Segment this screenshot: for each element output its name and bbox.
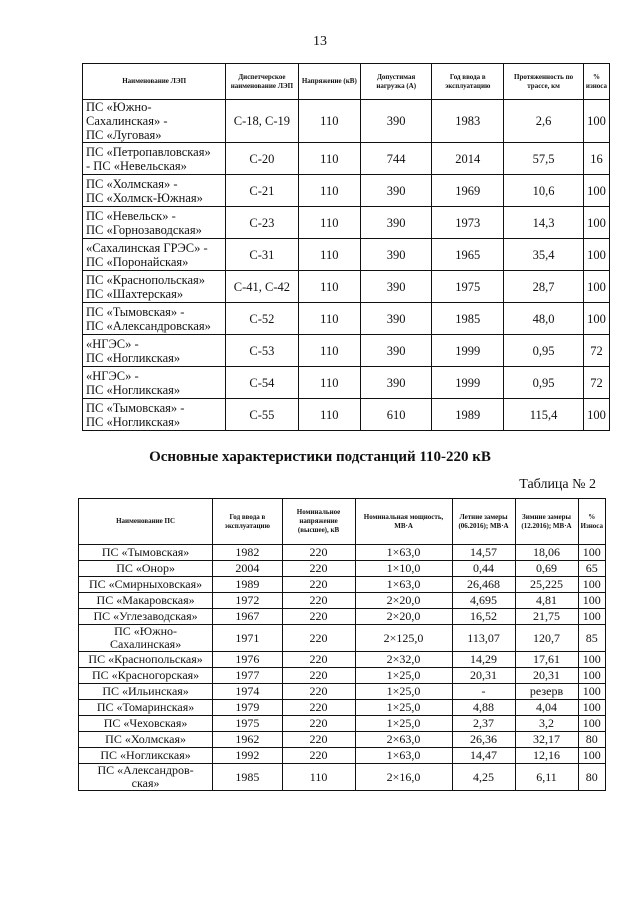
name-line: ПС «Невельск» - [86,208,176,223]
substation-row [79,625,606,652]
disp-cell: С-23 [226,207,298,239]
summer-cell: 4,25 [452,764,515,791]
disp-cell: С-41, С-42 [226,271,298,303]
header-year: Год ввода в эксплуатацию [213,499,282,545]
disp-cell: С-18, С-19 [226,100,298,143]
length-cell: 10,6 [504,175,584,207]
power-cell: 1×63,0 [355,545,452,561]
substation-row [79,652,606,668]
name-line: ПС «Тымовская» - [86,304,185,319]
substation-row [79,561,606,577]
wear-cell: 100 [578,652,605,668]
year-cell: 1985 [432,303,504,335]
summer-cell: 4,88 [452,700,515,716]
name-line: «НГЭС» - [86,368,139,383]
voltage-cell: 220 [282,668,355,684]
disp-cell: С-20 [226,143,298,175]
power-cell: 2×63,0 [355,732,452,748]
name-line: ПС «Александров- [97,763,194,777]
year-cell: 1967 [213,609,282,625]
wear-cell: 100 [578,716,605,732]
name-line: ПС «Ногликская» [86,350,181,365]
power-line-row [83,399,610,431]
voltage-cell: 220 [282,732,355,748]
name-line: ПС «Южно- [86,100,152,114]
voltage-cell: 110 [298,100,361,143]
name-line: ПС «Холмская» [105,732,186,746]
year-cell: 2004 [213,561,282,577]
name-line: ПС «Ногликская» [86,382,181,397]
wear-cell: 100 [578,684,605,700]
voltage-cell: 110 [298,399,361,431]
year-cell: 1975 [213,716,282,732]
voltage-cell: 110 [298,303,361,335]
summer-cell: 113,07 [452,625,515,652]
voltage-cell: 220 [282,684,355,700]
substations-table-header [79,499,606,545]
power-line-row [83,335,610,367]
voltage-cell: 220 [282,593,355,609]
power-cell: 2×16,0 [355,764,452,791]
header-wear: % износа [583,64,609,100]
year-cell: 1982 [213,545,282,561]
load-cell: 390 [361,239,432,271]
length-cell: 14,3 [504,207,584,239]
name-line: ПС «Горнозаводская» [86,222,202,237]
wear-cell: 80 [578,764,605,791]
load-cell: 390 [361,100,432,143]
year-cell: 1992 [213,748,282,764]
wear-cell: 100 [583,399,609,431]
name-cell [79,748,213,764]
name-line: ПС «Тымовская» - [86,400,185,415]
winter-cell: 12,16 [515,748,578,764]
power-cell: 2×125,0 [355,625,452,652]
wear-cell: 85 [578,625,605,652]
substation-row [79,748,606,764]
substations-table [78,498,606,791]
year-cell: 1969 [432,175,504,207]
year-cell: 1999 [432,335,504,367]
name-line: Сахалинская» [109,637,182,651]
wear-cell: 100 [583,175,609,207]
name-cell [79,545,213,561]
name-cell [83,367,226,399]
name-line: - ПС «Невельская» [86,158,187,173]
name-line: ПС «Краснопольская» [88,652,203,666]
summer-cell: 16,52 [452,609,515,625]
length-cell: 0,95 [504,335,584,367]
header-wear: % Износа [578,499,605,545]
substation-row [79,593,606,609]
winter-cell: 4,81 [515,593,578,609]
length-cell: 2,6 [504,100,584,143]
load-cell: 390 [361,303,432,335]
load-cell: 390 [361,175,432,207]
voltage-cell: 110 [298,367,361,399]
disp-cell: С-52 [226,303,298,335]
name-line: ПС «Тымовская» [101,545,190,559]
substation-row [79,684,606,700]
header-load: Допустимая нагрузка (А) [361,64,432,100]
summer-cell: 4,695 [452,593,515,609]
power-line-row [83,207,610,239]
wear-cell: 100 [583,100,609,143]
name-line: ская» [131,776,160,790]
voltage-cell: 220 [282,652,355,668]
power-line-row [83,303,610,335]
name-line: ПС «Южно- [114,624,177,638]
year-cell: 1971 [213,625,282,652]
name-cell [79,561,213,577]
year-cell: 1977 [213,668,282,684]
year-cell: 1972 [213,593,282,609]
voltage-cell: 220 [282,561,355,577]
name-cell [79,593,213,609]
header-line-name: Наименование ЛЭП [83,64,226,100]
wear-cell: 72 [583,367,609,399]
substation-row [79,668,606,684]
voltage-cell: 110 [298,207,361,239]
name-cell [83,100,226,143]
name-cell [79,668,213,684]
voltage-cell: 220 [282,609,355,625]
disp-cell: С-55 [226,399,298,431]
name-line: ПС «Чеховская» [103,716,188,730]
year-cell: 1979 [213,700,282,716]
name-cell [79,716,213,732]
winter-cell: 21,75 [515,609,578,625]
year-cell: 1989 [432,399,504,431]
name-cell [79,577,213,593]
name-cell [83,143,226,175]
name-line: Сахалинская» - [86,114,168,128]
winter-cell: 6,11 [515,764,578,791]
power-cell: 1×25,0 [355,700,452,716]
year-cell: 1976 [213,652,282,668]
power-line-row [83,100,610,143]
winter-cell: 4,04 [515,700,578,716]
power-lines-table [82,63,610,431]
summer-cell: 26,36 [452,732,515,748]
substation-row [79,764,606,791]
summer-cell: 14,47 [452,748,515,764]
name-line: «НГЭС» - [86,336,139,351]
year-cell: 1974 [213,684,282,700]
wear-cell: 100 [578,545,605,561]
name-cell [79,764,213,791]
name-line: ПС «Поронайская» [86,254,189,269]
name-cell [79,609,213,625]
power-cell: 2×20,0 [355,609,452,625]
year-cell: 1999 [432,367,504,399]
name-line: ПС «Красногорская» [91,668,200,682]
voltage-cell: 110 [298,335,361,367]
voltage-cell: 110 [298,239,361,271]
wear-cell: 16 [583,143,609,175]
year-cell: 2014 [432,143,504,175]
winter-cell: 32,17 [515,732,578,748]
voltage-cell: 110 [298,143,361,175]
wear-cell: 100 [583,207,609,239]
year-cell: 1975 [432,271,504,303]
voltage-cell: 110 [298,175,361,207]
header-dispatch-name: Диспетчерское наименование ЛЭП [226,64,298,100]
year-cell: 1965 [432,239,504,271]
name-cell [83,399,226,431]
name-cell [83,239,226,271]
disp-cell: С-21 [226,175,298,207]
disp-cell: С-31 [226,239,298,271]
year-cell: 1973 [432,207,504,239]
voltage-cell: 220 [282,716,355,732]
disp-cell: С-54 [226,367,298,399]
name-cell [79,684,213,700]
wear-cell: 100 [578,748,605,764]
name-cell [83,335,226,367]
voltage-cell: 110 [282,764,355,791]
disp-cell: С-53 [226,335,298,367]
wear-cell: 80 [578,732,605,748]
section-title: Основные характеристики подстанций 110-220 кВ [149,449,491,465]
summer-cell: 2,37 [452,716,515,732]
name-line: ПС «Смирныховская» [89,577,203,591]
voltage-cell: 110 [298,271,361,303]
summer-cell: 0,44 [452,561,515,577]
name-line: ПС «Ильинская» [102,684,189,698]
winter-cell: 18,06 [515,545,578,561]
wear-cell: 65 [578,561,605,577]
power-cell: 1×63,0 [355,577,452,593]
winter-cell: 3,2 [515,716,578,732]
name-cell [79,700,213,716]
power-cell: 1×25,0 [355,668,452,684]
name-cell [79,732,213,748]
summer-cell: 20,31 [452,668,515,684]
name-cell [83,175,226,207]
power-line-row [83,175,610,207]
name-line: «Сахалинская ГРЭС» - [86,240,208,255]
load-cell: 390 [361,271,432,303]
name-cell [79,652,213,668]
name-line: ПС «Шахтерская» [86,286,184,301]
name-line: ПС «Томаринская» [96,700,195,714]
power-line-row [83,367,610,399]
power-cell: 2×20,0 [355,593,452,609]
header-length: Протяженность по трассе, км [504,64,584,100]
substation-row [79,545,606,561]
page-number: 13 [313,34,327,49]
name-line: ПС «Холмск-Южная» [86,190,203,205]
name-cell [83,303,226,335]
year-cell: 1983 [432,100,504,143]
power-cell: 1×10,0 [355,561,452,577]
length-cell: 28,7 [504,271,584,303]
name-line: ПС «Углезаводская» [93,609,198,623]
year-cell: 1989 [213,577,282,593]
wear-cell: 100 [578,577,605,593]
voltage-cell: 220 [282,748,355,764]
wear-cell: 72 [583,335,609,367]
name-line: ПС «Луговая» [86,128,162,142]
name-line: ПС «Краснопольская» [86,272,206,287]
table-label: Таблица № 2 [519,477,596,492]
length-cell: 35,4 [504,239,584,271]
load-cell: 390 [361,207,432,239]
winter-cell: 17,61 [515,652,578,668]
summer-cell: 14,29 [452,652,515,668]
name-cell [83,271,226,303]
summer-cell: - [452,684,515,700]
winter-cell: 25,225 [515,577,578,593]
name-line: ПС «Холмская» - [86,176,178,191]
year-cell: 1962 [213,732,282,748]
header-winter: Зимние замеры (12.2016); МВ·А [515,499,578,545]
winter-cell: 120,7 [515,625,578,652]
substation-row [79,716,606,732]
load-cell: 744 [361,143,432,175]
winter-cell: 0,69 [515,561,578,577]
voltage-cell: 220 [282,577,355,593]
length-cell: 57,5 [504,143,584,175]
name-line: ПС «Макаровская» [96,593,195,607]
wear-cell: 100 [578,609,605,625]
load-cell: 390 [361,367,432,399]
name-line: ПС «Онор» [116,561,175,575]
name-cell [79,625,213,652]
power-cell: 1×25,0 [355,716,452,732]
header-summer: Летние замеры (06.2016); МВ·А [452,499,515,545]
summer-cell: 26,468 [452,577,515,593]
substation-row [79,700,606,716]
length-cell: 115,4 [504,399,584,431]
wear-cell: 100 [583,303,609,335]
length-cell: 48,0 [504,303,584,335]
name-line: ПС «Александровская» [86,318,211,333]
voltage-cell: 220 [282,700,355,716]
wear-cell: 100 [583,239,609,271]
power-cell: 1×25,0 [355,684,452,700]
voltage-cell: 220 [282,545,355,561]
name-line: ПС «Ногликская» [86,414,181,429]
substation-row [79,609,606,625]
power-line-row [83,271,610,303]
wear-cell: 100 [578,700,605,716]
name-line: ПС «Петропавловская» [86,144,211,159]
header-voltage: Напряжение (кВ) [298,64,361,100]
winter-cell: резерв [515,684,578,700]
power-line-row [83,143,610,175]
substation-row [79,577,606,593]
substation-row [79,732,606,748]
wear-cell: 100 [578,668,605,684]
voltage-cell: 220 [282,625,355,652]
name-cell [83,207,226,239]
power-lines-table-header [83,64,610,100]
load-cell: 610 [361,399,432,431]
header-power: Номинальная мощность, МВ·А [355,499,452,545]
year-cell: 1985 [213,764,282,791]
name-line: ПС «Ногликская» [100,748,191,762]
summer-cell: 14,57 [452,545,515,561]
winter-cell: 20,31 [515,668,578,684]
header-year: Год ввода в эксплуатацию [432,64,504,100]
power-cell: 1×63,0 [355,748,452,764]
wear-cell: 100 [578,593,605,609]
header-substation-name: Наименование ПС [79,499,213,545]
load-cell: 390 [361,335,432,367]
length-cell: 0,95 [504,367,584,399]
power-line-row [83,239,610,271]
power-cell: 2×32,0 [355,652,452,668]
header-voltage: Номинальное напряжение (высшее), кВ [282,499,355,545]
wear-cell: 100 [583,271,609,303]
